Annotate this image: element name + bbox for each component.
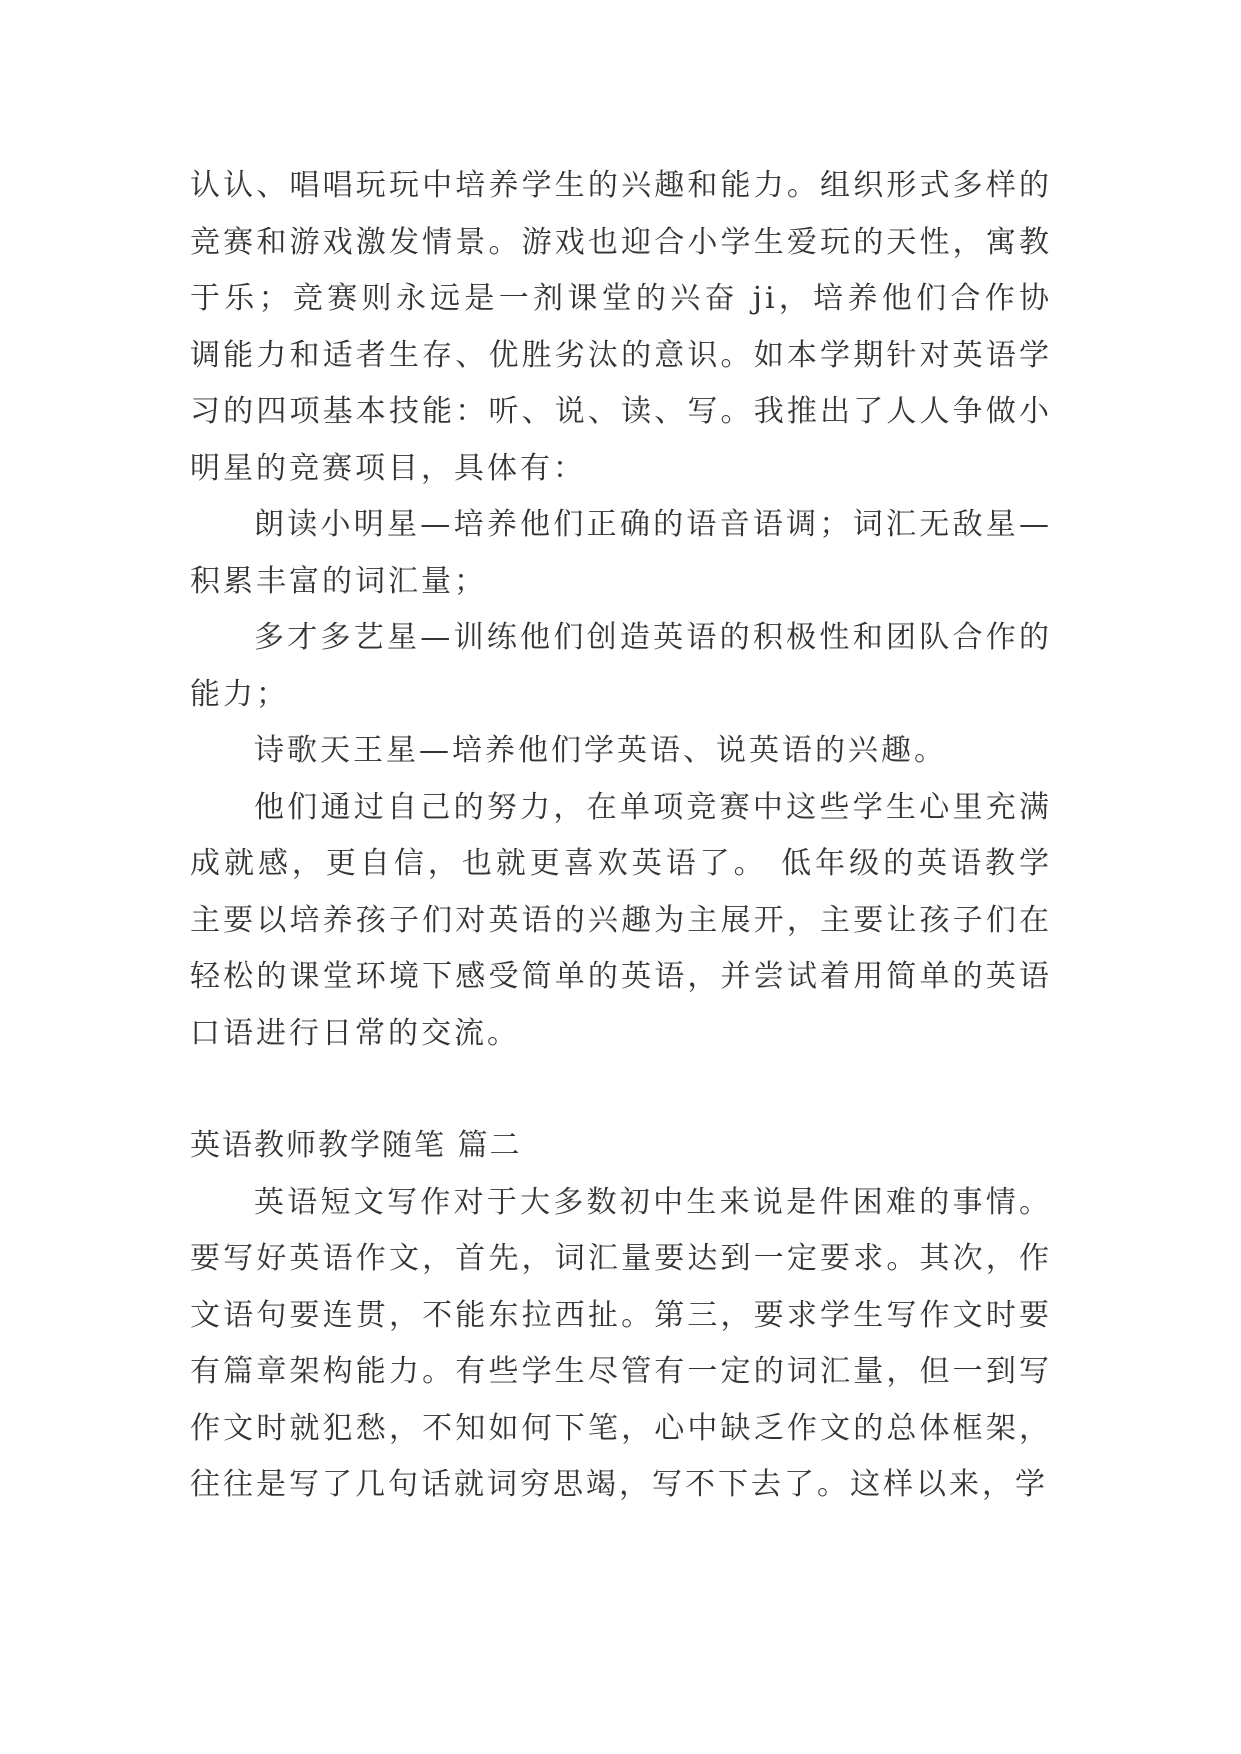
paragraph-poetry-star: 诗歌天王星—培养他们学英语、说英语的兴趣。: [254, 733, 947, 768]
section-spacer: [190, 1062, 1052, 1118]
paragraph-continuation: 认认、唱唱玩玩中培养学生的兴趣和能力。组织形式多样的竞赛和游戏激发情景。游戏也迎合小学生爱玩的天性，寓教于乐；竞赛则永远是一剂课堂的兴奋 ji，培养他们合作协调能力和适者生存、优胜劣汰的意识。如本学期针对英语学习的四项基本技能：听、说、读、写。我推出了人人争做小明星的竞赛项目，具体有：: [190, 168, 1052, 486]
paragraph-reading-star: 朗读小明星—培养他们正确的语音语调；词汇无敌星—积累丰富的词汇量；: [190, 507, 1052, 599]
paragraph-talent-star: 多才多艺星—训练他们创造英语的积极性和团队合作的能力；: [190, 620, 1052, 712]
paragraph-conclusion: 他们通过自己的努力，在单项竞赛中这些学生心里充满成就感，更自信，也就更喜欢英语了。 低年级的英语教学主要以培养孩子们对英语的兴趣为主展开，主要让孩子们在轻松的课堂环境下感受简单的英语，并尝试着用简单的英语口语进行日常的交流。: [190, 789, 1052, 1051]
paragraph-writing: 英语短文写作对于大多数初中生来说是件困难的事情。要写好英语作文，首先，词汇量要达到一定要求。其次，作文语句要连贯，不能东拉西扯。第三，要求学生写作文时要有篇章架构能力。有些学生尽管有一定的词汇量，但一到写作文时就犯愁，不知如何下笔，心中缺乏作文的总体框架，往往是写了几句话就词穷思竭，写不下去了。这样以来，学: [190, 1184, 1052, 1502]
section-heading: 英语教师教学随笔 篇二: [190, 1128, 522, 1163]
document-body: [190, 158, 1052, 1514]
